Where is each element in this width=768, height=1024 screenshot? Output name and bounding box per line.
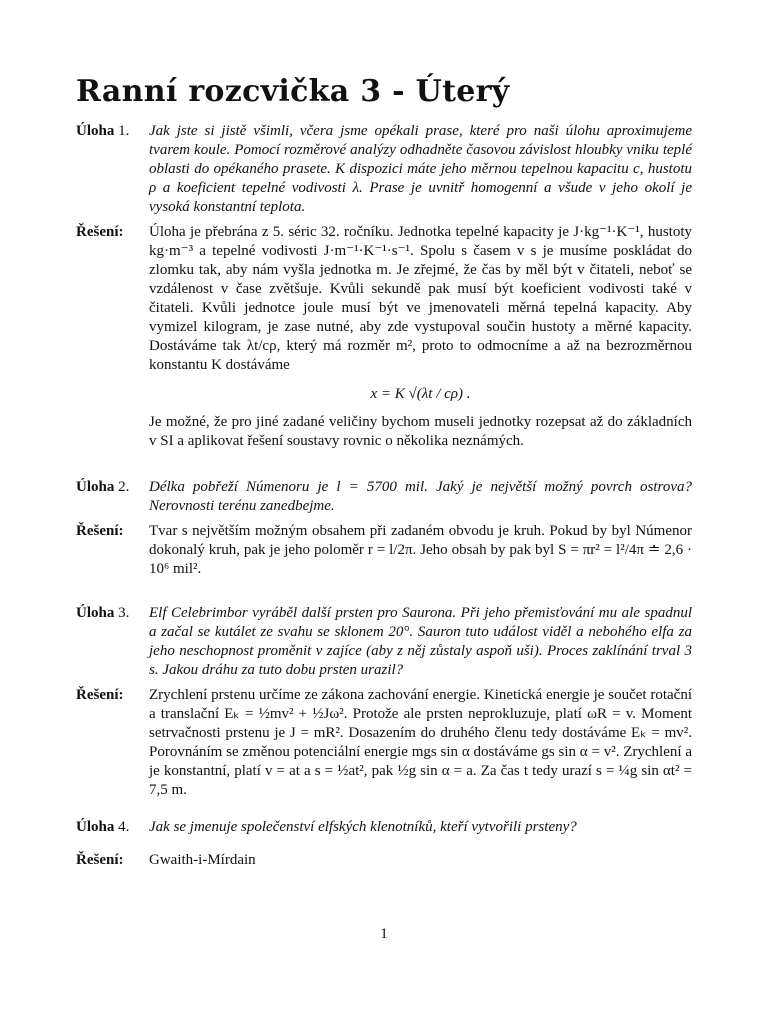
solution-2 — [76, 522, 692, 579]
formula — [149, 383, 692, 405]
solution-label: Řešení: — [76, 523, 124, 539]
solution-label: Řešení: — [76, 687, 124, 703]
task-text: Délka pobřeží Númenoru je l = 5700 mil. Jaký je největší možný povrch ostrova? Nerovnosti terénu zanedbejme. — [149, 479, 692, 514]
page-title: Ranní rozcvička 3 - Úterý — [76, 74, 510, 109]
solution-label: Řešení: — [76, 224, 124, 240]
task-number: 1. — [118, 123, 130, 139]
task-label — [76, 122, 149, 217]
solution-text: Tvar s největším možným obsahem při zadaném obvodu je kruh. Pokud by byl Númenor dokonalý kruh, pak je jeho poloměr r = l/2π. Jeho obsah by pak byl S = πr² = l²/4π ≐ 2,6 · 10⁶ mil². — [149, 523, 692, 577]
task-number: 3. — [118, 605, 130, 621]
task-text: Jak se jmenuje společenství elfských klenotníků, kteří vytvořili prsteny? — [149, 819, 577, 835]
task-label-text: Úloha — [76, 479, 115, 495]
problem-1 — [76, 122, 692, 451]
solution-text-after: Je možné, že pro jiné zadané veličiny bychom museli jednotky rozepsat až do základních v SI a aplikovat řešení soustavy rovnic o několika neznámých. — [149, 414, 692, 449]
solution-text: Gwaith-i-Mírdain — [149, 852, 256, 868]
problem-3 — [76, 604, 692, 800]
task-label-text: Úloha — [76, 819, 115, 835]
formula-text: x = K √(λt / cρ) . — [370, 386, 471, 402]
solution-text: Úloha je přebrána z 5. séric 32. ročníku. Jednotka tepelné kapacity je J·kg⁻¹·K⁻¹, hustoty kg·m⁻³ a tepelné vodivosti J·m⁻¹·K⁻¹·s⁻¹. Spolu s časem v s je musíme poskládat do zlomku tak, aby nám vyšla jednotka m. Je zřejmé, že čas by měl být v čitateli, neboť se vzdálenost v čase zvětšuje. Kvůli sekundě pak musí být koeficient vodivosti také v čitateli. Kvůli jednotce joule musí být ve jmenovateli měrná tepelná kapacity. Aby vymizel kilogram, je zase nutné, aby zde vystupoval součin hustoty a měrné kapacity. Dostáváme tak λt/cρ, který má rozměr m², proto to odmocníme a až na bezrozměrnou konstantu K dostáváme — [149, 224, 692, 373]
task-text: Jak jste si jistě všimli, včera jsme opékali prase, které pro naši úlohu aproximujeme tvarem koule. Pomocí rozměrové analýzy odhadněte časovou závislost hloubky vniku teplé oblasti do opékaného prasete. K dispozici máte jeho měrnou tepelnou kapacitu c, hustotu ρ a koeficient tepelné vodivosti λ. Prase je uvnitř homogenní a všude v jeho okolí je vysoká konstantní teplota. — [149, 123, 692, 215]
task-number: 2. — [118, 479, 130, 495]
task-3 — [76, 604, 692, 680]
solution-1 — [76, 223, 692, 451]
solution-3 — [76, 686, 692, 800]
task-label-text: Úloha — [76, 123, 115, 139]
solution-text: Zrychlení prstenu určíme ze zákona zachování energie. Kinetická energie je součet rotační a translační Eₖ = ½mv² + ½Jω². Protože ale prsten neprokluzuje, platí ωR = v. Moment setrvačnosti prstenu je J = mR². Dosazením do druhého členu tedy dostáváme Eₖ = mv². Porovnáním se změnou potenciální energie mgs sin α dostáváme gs sin α = v². Zrychlení a je konstantní, platí v = at a s = ½at², pak ½g sin α = a. Za čas t tedy urazí s = ¼g sin αt² = 7,5 m. — [149, 687, 692, 798]
task-4 — [76, 818, 692, 837]
task-label — [76, 818, 149, 837]
solution-4 — [76, 851, 692, 870]
task-label — [76, 478, 149, 516]
problem-4 — [76, 818, 692, 870]
task-1 — [76, 122, 692, 217]
page-number: 1 — [380, 926, 388, 942]
task-label-text: Úloha — [76, 605, 115, 621]
task-text: Elf Celebrimbor vyráběl další prsten pro Saurona. Při jeho přemisťování mu ale spadnul a začal se kutálet ze svahu se sklonem 20°. Sauron tuto událost viděl a nebohého elfa za jeho neschopnost proměnit v zajíce (aby z něj zůstaly aspoň uši). Proces zaklínání trval 3 s. Jakou dráhu za tuto dobu prsten urazil? — [149, 605, 692, 678]
solution-body — [149, 223, 692, 451]
task-label — [76, 604, 149, 680]
problem-2 — [76, 478, 692, 579]
task-number: 4. — [118, 819, 130, 835]
task-2 — [76, 478, 692, 516]
solution-label: Řešení: — [76, 852, 124, 868]
